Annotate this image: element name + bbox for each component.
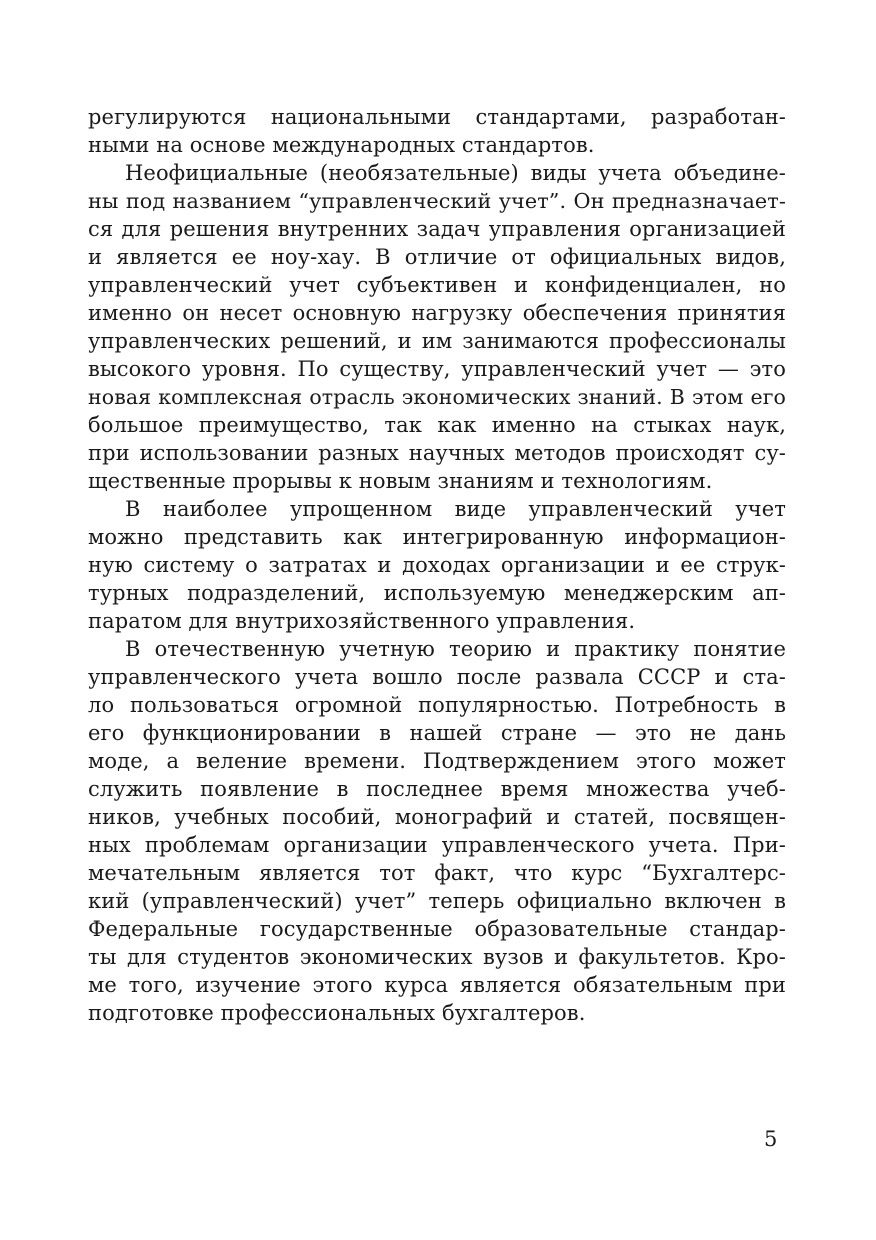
text-line: высокого уровня. По существу, управленческий учет — это [88, 357, 786, 381]
text-line: Федеральные государственные образовательные стандар- [88, 917, 786, 941]
text-line: моде, а веление времени. Подтверждением этого может [88, 749, 786, 773]
page-number: 5 [764, 1127, 778, 1151]
text-line: при использовании разных научных методов происходят су- [88, 441, 786, 465]
text-line: В наиболее упрощенном виде управленческий учет [125, 497, 786, 521]
text-line: служить появление в последнее время множества учеб- [88, 777, 786, 801]
text-line: ло пользоваться огромной популярностью. Потребность в [88, 693, 786, 717]
text-line: турных подразделений, используемую менеджерским ап- [88, 581, 786, 605]
text-line: ся для решения внутренних задач управления организацией [88, 217, 786, 241]
text-line: управленческий учет субъективен и конфиденциален, но [88, 273, 786, 297]
text-line: ны под названием “управленческий учет”. Он предназначает- [88, 189, 786, 213]
text-line: Неофициальные (необязательные) виды учета объедине- [125, 161, 786, 185]
body-text [88, 103, 786, 1027]
text-line: подготовке профессиональных бухгалтеров. [88, 1001, 586, 1025]
text-line: управленческих решений, и им занимаются профессионалы [88, 329, 786, 353]
text-line: регулируются национальными стандартами, разработан- [88, 105, 786, 129]
text-line: ты для студентов экономических вузов и факультетов. Кро- [88, 945, 786, 969]
text-line: новая комплексная отрасль экономических знаний. В этом его [88, 385, 786, 409]
text-line: ными на основе международных стандартов. [88, 133, 595, 157]
text-line: паратом для внутрихозяйственного управления. [88, 609, 636, 633]
text-line: ников, учебных пособий, монографий и статей, посвящен- [88, 805, 786, 829]
text-line: щественные прорывы к новым знаниям и технологиям. [88, 469, 713, 493]
paragraph [88, 495, 786, 635]
text-line: кий (управленческий) учет” теперь официально включен в [88, 889, 786, 913]
paragraph [88, 103, 786, 159]
text-line: большое преимущество, так как именно на стыках наук, [88, 413, 786, 437]
text-line: управленческого учета вошло после развала СССР и ста- [88, 665, 786, 689]
text-line: ных проблемам организации управленческого учета. При- [88, 833, 786, 857]
paragraph [88, 635, 786, 1027]
text-line: В отечественную учетную теорию и практику понятие [125, 637, 786, 661]
text-line: мечательным является тот факт, что курс “Бухгалтерс- [88, 861, 786, 885]
text-line: ме того, изучение этого курса является обязательным при [88, 973, 786, 997]
text-line: можно представить как интегрированную информацион- [88, 525, 786, 549]
paragraph [88, 159, 786, 495]
text-line: ную систему о затратах и доходах организации и ее струк- [88, 553, 786, 577]
text-line: и является ее ноу-хау. В отличие от официальных видов, [88, 245, 786, 269]
text-line: именно он несет основную нагрузку обеспечения принятия [88, 301, 786, 325]
text-line: его функционировании в нашей стране — это не дань [88, 721, 786, 745]
